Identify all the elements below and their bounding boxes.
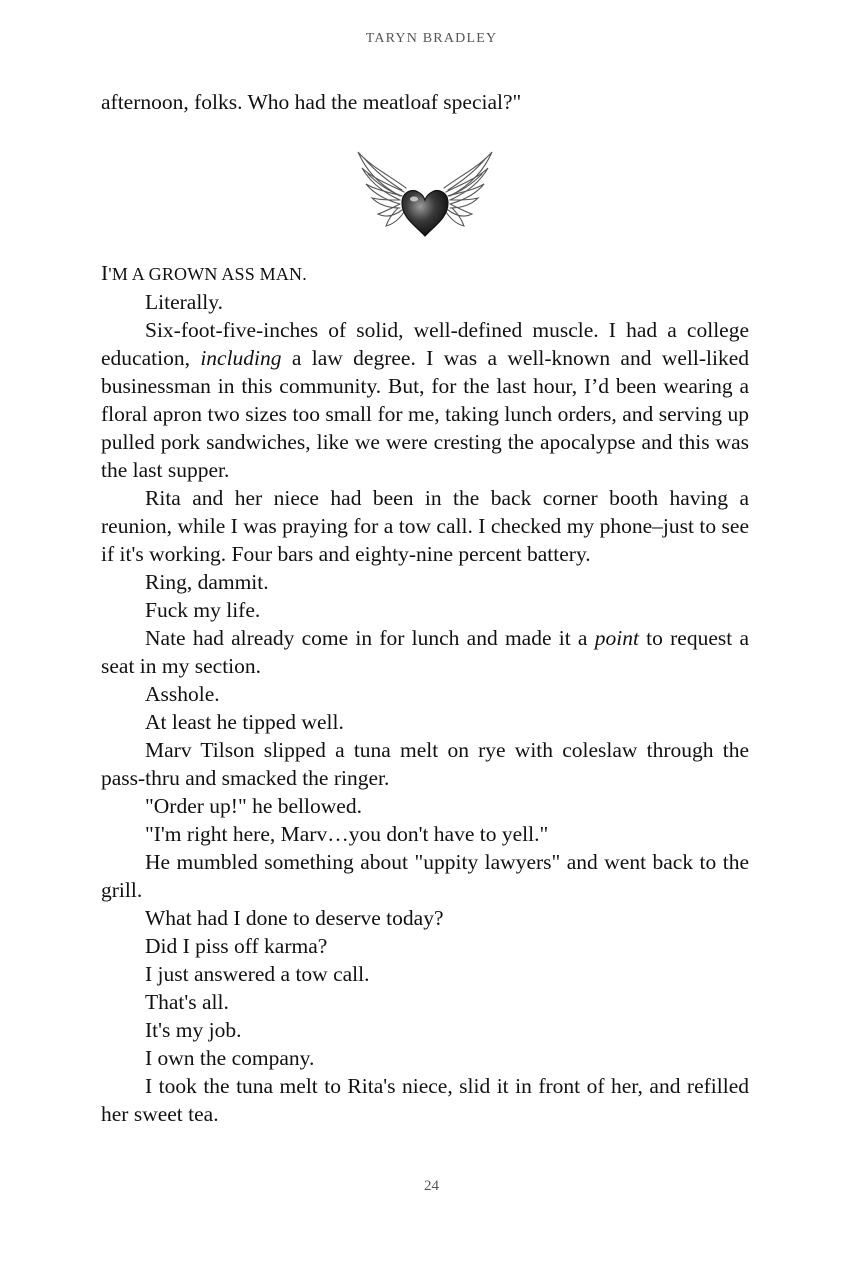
- paragraph: Six-foot-five-inches of solid, well-defined muscle. I had a college education, including a law degree. I was a well-known and well-liked businessman in this community. But, for the last hour, I’d been wearing a floral apron two sizes too small for me, taking lunch orders, and serving up pulled pork sandwiches, like we were cresting the apocalypse and this was the last supper.: [101, 318, 749, 482]
- paragraph: It's my job.: [145, 1018, 242, 1042]
- paragraph: Asshole.: [145, 682, 220, 706]
- paragraph: Marv Tilson slipped a tuna melt on rye with coleslaw through the pass-thru and smacked the ringer.: [101, 738, 749, 790]
- chapter-section: [101, 259, 749, 1128]
- paragraph: I just answered a tow call.: [145, 962, 370, 986]
- page-number: 24: [424, 1178, 439, 1194]
- paragraph: I took the tuna melt to Rita's niece, slid it in front of her, and refilled her sweet tea.: [101, 1074, 749, 1126]
- paragraph: I own the company.: [145, 1046, 315, 1070]
- paragraph: What had I done to deserve today?: [145, 906, 444, 930]
- paragraph: "Order up!" he bellowed.: [145, 794, 362, 818]
- paragraph: "I'm right here, Marv…you don't have to yell.": [145, 822, 549, 846]
- paragraph: Nate had already come in for lunch and made it a point to request a seat in my section.: [101, 626, 749, 678]
- paragraph: That's all.: [145, 990, 229, 1014]
- winged-heart-icon: [356, 148, 494, 240]
- paragraph: At least he tipped well.: [145, 710, 344, 734]
- paragraph: He mumbled something about "uppity lawyers" and went back to the grill.: [101, 850, 749, 902]
- lead-rest: 'M A GROWN ASS MAN.: [108, 264, 307, 284]
- paragraph: Did I piss off karma?: [145, 934, 328, 958]
- lead-first-letter: I: [101, 261, 109, 285]
- paragraph: Rita and her niece had been in the back corner booth having a reunion, while I was praying for a tow call. I checked my phone–just to see if it's working. Four bars and eighty-nine percent battery.: [101, 486, 749, 566]
- continued-paragraph: [101, 88, 749, 116]
- paragraph: Ring, dammit.: [145, 570, 269, 594]
- top-paragraph: afternoon, folks. Who had the meatloaf special?": [101, 90, 522, 114]
- paragraph: Fuck my life.: [145, 598, 261, 622]
- paragraph: Literally.: [145, 290, 224, 314]
- running-head-author: TARYN BRADLEY: [365, 31, 498, 46]
- section-lead: [101, 259, 749, 288]
